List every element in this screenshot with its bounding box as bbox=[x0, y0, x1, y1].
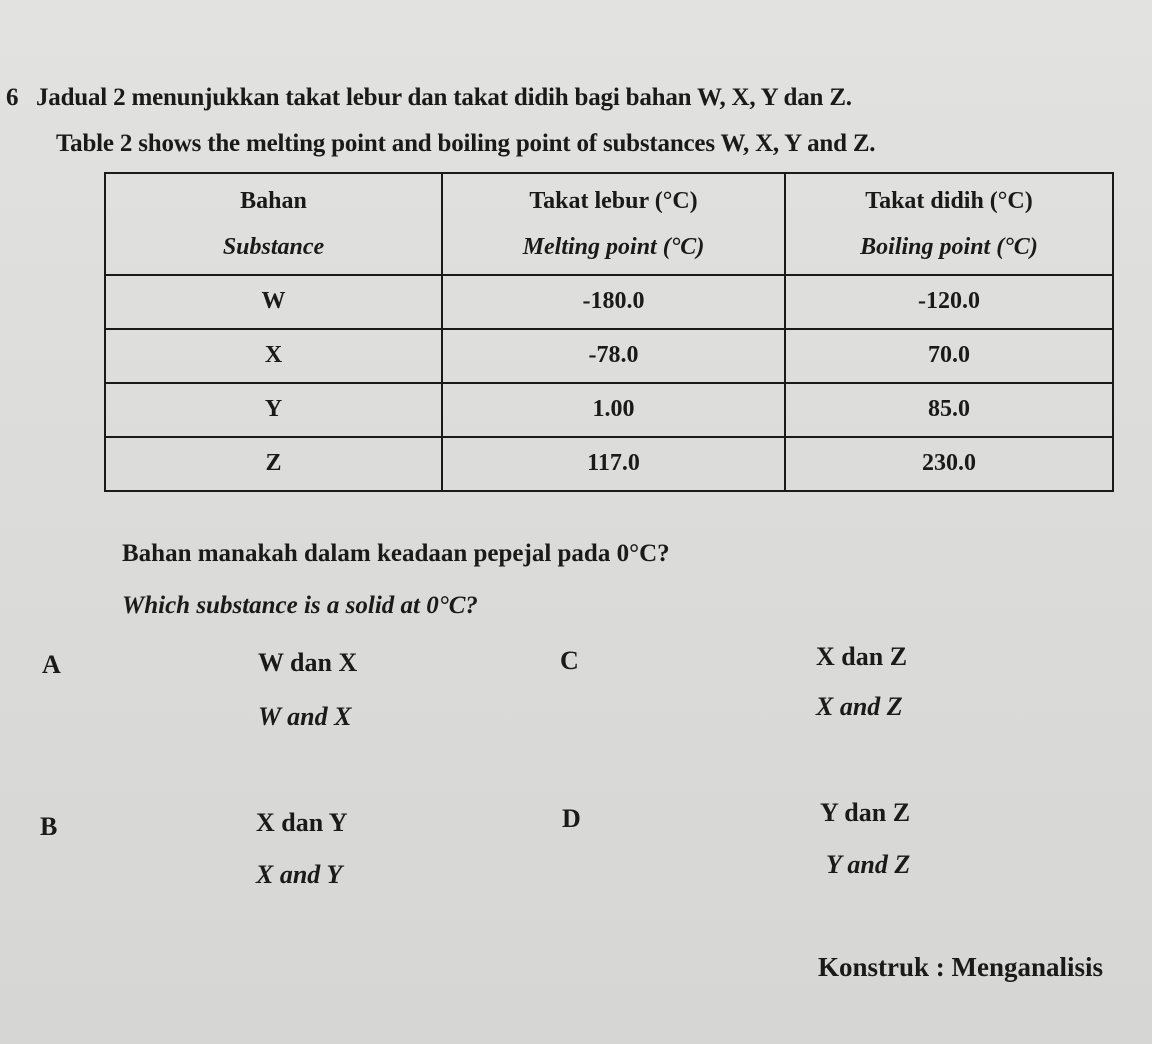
option-d-letter[interactable]: D bbox=[562, 804, 581, 833]
table-header-row bbox=[105, 173, 1113, 275]
header-boiling-point bbox=[785, 173, 1113, 275]
option-a-letter[interactable]: A bbox=[42, 650, 61, 679]
cell-boiling: 85.0 bbox=[785, 383, 1113, 437]
cell-melting: 1.00 bbox=[442, 383, 785, 437]
substance-table bbox=[104, 172, 1114, 492]
cell-melting: -78.0 bbox=[442, 329, 785, 383]
header-boiling-ms: Takat didih (°C) bbox=[865, 187, 1033, 214]
option-c-malay[interactable]: X dan Z bbox=[816, 642, 908, 671]
table-row bbox=[105, 437, 1113, 491]
option-a-english[interactable]: W and X bbox=[258, 702, 352, 731]
header-substance-ms: Bahan bbox=[240, 187, 307, 214]
header-melting-point bbox=[442, 173, 785, 275]
cell-melting: -180.0 bbox=[442, 275, 785, 329]
question-english: Which substance is a solid at 0°C? bbox=[122, 592, 478, 619]
header-substance-en: Substance bbox=[222, 233, 325, 260]
header-boiling-en: Boiling point (°C) bbox=[860, 233, 1038, 260]
cell-boiling: 70.0 bbox=[785, 329, 1113, 383]
question-number: 6 bbox=[6, 84, 19, 111]
option-b-english[interactable]: X and Y bbox=[256, 860, 343, 889]
option-b-letter[interactable]: B bbox=[40, 812, 58, 841]
cell-substance: Y bbox=[105, 383, 442, 437]
option-c-english[interactable]: X and Z bbox=[816, 692, 903, 721]
table-row bbox=[105, 383, 1113, 437]
cell-melting: 117.0 bbox=[442, 437, 785, 491]
cell-substance: W bbox=[105, 275, 442, 329]
option-d-malay[interactable]: Y dan Z bbox=[820, 798, 911, 827]
cell-boiling: 230.0 bbox=[785, 437, 1113, 491]
intro-malay: Jadual 2 menunjukkan takat lebur dan takat didih bagi bahan W, X, Y dan Z. bbox=[36, 84, 852, 111]
header-substance bbox=[105, 173, 442, 275]
construct-label: Konstruk : Menganalisis bbox=[818, 952, 1104, 982]
option-d-english[interactable]: Y and Z bbox=[826, 850, 911, 879]
cell-substance: Z bbox=[105, 437, 442, 491]
header-melting-ms: Takat lebur (°C) bbox=[529, 187, 698, 214]
table-row bbox=[105, 275, 1113, 329]
table-row bbox=[105, 329, 1113, 383]
header-melting-en: Melting point (°C) bbox=[522, 233, 705, 260]
option-a-malay[interactable]: W dan X bbox=[258, 648, 358, 677]
intro-english: Table 2 shows the melting point and boiling point of substances W, X, Y and Z. bbox=[56, 130, 876, 157]
option-b-malay[interactable]: X dan Y bbox=[256, 808, 348, 837]
cell-boiling: -120.0 bbox=[785, 275, 1113, 329]
cell-substance: X bbox=[105, 329, 442, 383]
question-malay: Bahan manakah dalam keadaan pepejal pada 0°C? bbox=[122, 540, 670, 567]
option-c-letter[interactable]: C bbox=[560, 646, 579, 675]
